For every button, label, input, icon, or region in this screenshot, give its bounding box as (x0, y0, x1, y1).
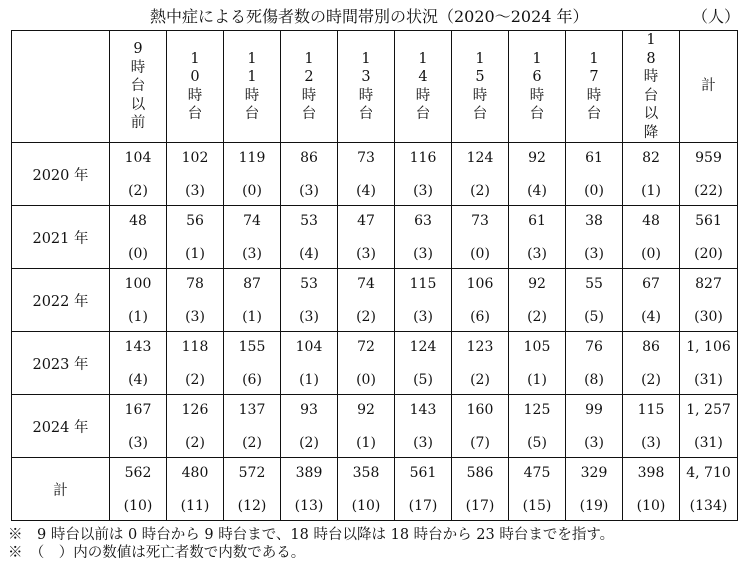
corner-cell (12, 31, 110, 143)
death-count: (11) (180, 497, 210, 514)
casualty-count: 99 (585, 401, 603, 418)
data-cell (224, 206, 281, 269)
data-cell (167, 458, 224, 521)
column-header: 18時台以降 (623, 31, 680, 143)
death-count: (31) (694, 434, 723, 451)
row-label: 2024 年 (12, 395, 110, 458)
casualty-count: 125 (523, 401, 551, 418)
data-cell (338, 395, 395, 458)
death-count: (3) (413, 245, 433, 262)
row-label: 2022 年 (12, 269, 110, 332)
casualty-count: 61 (585, 149, 603, 166)
casualty-count: 4, 710 (686, 464, 731, 481)
data-cell (566, 143, 623, 206)
casualty-count: 586 (466, 464, 494, 481)
casualty-count: 160 (466, 401, 494, 418)
data-cell (509, 332, 566, 395)
column-header-total: 計 (680, 31, 738, 143)
death-count: (1) (527, 371, 547, 388)
data-cell (680, 269, 738, 332)
data-cell (281, 206, 338, 269)
death-count: (8) (584, 371, 604, 388)
data-cell (395, 395, 452, 458)
row-label: 2020 年 (12, 143, 110, 206)
data-cell (452, 269, 509, 332)
data-cell (680, 395, 738, 458)
column-header: 14時台 (395, 31, 452, 143)
casualty-count: 561 (409, 464, 437, 481)
death-count: (4) (356, 182, 376, 199)
death-count: (3) (413, 182, 433, 199)
data-cell (224, 458, 281, 521)
death-count: (30) (694, 308, 723, 325)
casualty-count: 137 (238, 401, 266, 418)
data-cell (680, 206, 738, 269)
column-header: 9時台以前 (110, 31, 167, 143)
data-cell (395, 206, 452, 269)
table-row (12, 143, 738, 206)
death-count: (31) (694, 371, 723, 388)
death-count: (2) (527, 308, 547, 325)
death-count: (0) (470, 245, 490, 262)
death-count: (3) (128, 434, 148, 451)
casualty-count: 116 (409, 149, 437, 166)
death-count: (15) (522, 497, 552, 514)
casualty-count: 104 (124, 149, 152, 166)
data-cell (110, 395, 167, 458)
casualty-count: 93 (300, 401, 318, 418)
data-cell (167, 206, 224, 269)
casualty-count: 827 (695, 275, 722, 292)
data-cell (566, 269, 623, 332)
row-label: 2023 年 (12, 332, 110, 395)
casualty-count: 124 (466, 149, 494, 166)
death-count: (0) (356, 371, 376, 388)
casualty-count: 480 (181, 464, 209, 481)
death-count: (3) (413, 434, 433, 451)
data-cell (680, 143, 738, 206)
casualty-count: 48 (129, 212, 147, 229)
data-cell (623, 206, 680, 269)
data-cell (452, 395, 509, 458)
death-count: (1) (641, 182, 661, 199)
column-header: 10時台 (167, 31, 224, 143)
footnotes (8, 526, 614, 562)
data-cell (110, 458, 167, 521)
casualty-count: 106 (466, 275, 494, 292)
casualty-count: 78 (186, 275, 204, 292)
casualty-count: 126 (181, 401, 209, 418)
death-count: (2) (641, 371, 661, 388)
casualty-count: 76 (585, 338, 603, 355)
table-row (12, 332, 738, 395)
data-cell (224, 332, 281, 395)
data-cell (623, 458, 680, 521)
data-cell (452, 143, 509, 206)
data-cell (509, 206, 566, 269)
data-cell (281, 143, 338, 206)
casualty-count: 167 (124, 401, 152, 418)
header-row (12, 31, 738, 143)
casualty-count: 56 (186, 212, 204, 229)
death-count: (134) (689, 497, 728, 514)
data-cell (110, 206, 167, 269)
casualty-count: 92 (528, 275, 546, 292)
death-count: (5) (413, 371, 433, 388)
casualty-count: 92 (357, 401, 375, 418)
casualty-count: 329 (580, 464, 608, 481)
unit-label: （人） (692, 7, 741, 26)
casualty-count: 123 (466, 338, 494, 355)
death-count: (1) (356, 434, 376, 451)
casualty-count: 475 (523, 464, 551, 481)
data-cell (509, 395, 566, 458)
casualty-count: 155 (238, 338, 266, 355)
casualty-count: 561 (695, 212, 722, 229)
footnote: ※ （ ）内の数値は死亡者数で内数である。 (8, 545, 306, 561)
death-count: (6) (470, 308, 490, 325)
row-label: 計 (12, 458, 110, 521)
death-count: (3) (242, 245, 262, 262)
data-cell (623, 269, 680, 332)
data-cell (281, 395, 338, 458)
data-cell (338, 269, 395, 332)
data-cell (395, 143, 452, 206)
death-count: (2) (242, 434, 262, 451)
data-cell (110, 332, 167, 395)
death-count: (2) (185, 434, 205, 451)
death-count: (5) (584, 308, 604, 325)
casualty-count: 959 (695, 149, 722, 166)
data-cell (167, 143, 224, 206)
data-cell (395, 458, 452, 521)
death-count: (4) (527, 182, 547, 199)
data-cell (566, 458, 623, 521)
table-row (12, 206, 738, 269)
casualty-count: 562 (124, 464, 152, 481)
death-count: (6) (242, 371, 262, 388)
death-count: (13) (294, 497, 324, 514)
heatstroke-table (11, 30, 738, 521)
data-cell (338, 332, 395, 395)
death-count: (19) (579, 497, 609, 514)
casualty-count: 53 (300, 275, 318, 292)
death-count: (3) (185, 308, 205, 325)
casualty-count: 73 (471, 212, 489, 229)
death-count: (0) (128, 245, 148, 262)
casualty-count: 74 (357, 275, 375, 292)
casualty-count: 389 (295, 464, 323, 481)
death-count: (3) (413, 308, 433, 325)
casualty-count: 47 (357, 212, 375, 229)
casualty-count: 48 (642, 212, 660, 229)
data-cell (623, 143, 680, 206)
data-cell (224, 269, 281, 332)
casualty-count: 92 (528, 149, 546, 166)
casualty-count: 1, 257 (686, 401, 731, 418)
data-cell (281, 458, 338, 521)
casualty-count: 74 (243, 212, 261, 229)
data-cell (452, 206, 509, 269)
data-cell (509, 143, 566, 206)
casualty-count: 87 (243, 275, 261, 292)
casualty-count: 104 (295, 338, 323, 355)
death-count: (5) (527, 434, 547, 451)
data-cell (338, 143, 395, 206)
casualty-count: 119 (238, 149, 266, 166)
footnote: ※ 9 時台以前は 0 時台から 9 時台まで、18 時台以降は 18 時台から 23 時台までを指す。 (8, 527, 615, 543)
death-count: (3) (527, 245, 547, 262)
death-count: (20) (694, 245, 723, 262)
casualty-count: 102 (181, 149, 209, 166)
death-count: (10) (351, 497, 381, 514)
death-count: (10) (636, 497, 666, 514)
data-cell (281, 269, 338, 332)
casualty-count: 143 (409, 401, 437, 418)
casualty-count: 115 (409, 275, 437, 292)
death-count: (2) (128, 182, 148, 199)
casualty-count: 358 (352, 464, 380, 481)
casualty-count: 82 (642, 149, 660, 166)
death-count: (1) (128, 308, 148, 325)
row-label: 2021 年 (12, 206, 110, 269)
death-count: (4) (299, 245, 319, 262)
casualty-count: 53 (300, 212, 318, 229)
casualty-count: 100 (124, 275, 152, 292)
casualty-count: 572 (238, 464, 266, 481)
death-count: (2) (185, 371, 205, 388)
casualty-count: 55 (585, 275, 603, 292)
table-title: 熱中症による死傷者数の時間帯別の状況（2020～2024 年） (150, 7, 589, 26)
data-cell (623, 395, 680, 458)
column-header: 15時台 (452, 31, 509, 143)
death-count: (12) (237, 497, 267, 514)
table-row (12, 269, 738, 332)
column-header: 16時台 (509, 31, 566, 143)
death-count: (22) (694, 182, 723, 199)
casualty-count: 105 (523, 338, 551, 355)
data-cell (566, 332, 623, 395)
death-count: (3) (584, 245, 604, 262)
data-cell (395, 332, 452, 395)
column-header: 17時台 (566, 31, 623, 143)
casualty-count: 63 (414, 212, 432, 229)
death-count: (4) (128, 371, 148, 388)
table-row (12, 395, 738, 458)
death-count: (3) (584, 434, 604, 451)
data-cell (167, 332, 224, 395)
data-cell (680, 458, 738, 521)
data-cell (680, 332, 738, 395)
column-header: 11時台 (224, 31, 281, 143)
death-count: (17) (465, 497, 495, 514)
casualty-count: 72 (357, 338, 375, 355)
data-cell (110, 269, 167, 332)
data-cell (623, 332, 680, 395)
data-cell (452, 332, 509, 395)
death-count: (1) (185, 245, 205, 262)
column-header: 13時台 (338, 31, 395, 143)
casualty-count: 86 (642, 338, 660, 355)
death-count: (3) (299, 182, 319, 199)
death-count: (2) (470, 182, 490, 199)
data-cell (338, 206, 395, 269)
data-cell (509, 458, 566, 521)
death-count: (7) (470, 434, 490, 451)
death-count: (2) (299, 434, 319, 451)
table-row (12, 458, 738, 521)
death-count: (1) (299, 371, 319, 388)
data-cell (224, 143, 281, 206)
casualty-count: 67 (642, 275, 660, 292)
death-count: (3) (356, 245, 376, 262)
data-cell (566, 395, 623, 458)
data-cell (224, 395, 281, 458)
data-cell (395, 269, 452, 332)
death-count: (3) (185, 182, 205, 199)
death-count: (3) (641, 434, 661, 451)
casualty-count: 398 (637, 464, 665, 481)
death-count: (2) (356, 308, 376, 325)
death-count: (3) (299, 308, 319, 325)
casualty-count: 143 (124, 338, 152, 355)
data-cell (167, 269, 224, 332)
death-count: (0) (242, 182, 262, 199)
casualty-count: 38 (585, 212, 603, 229)
data-cell (281, 332, 338, 395)
casualty-count: 118 (181, 338, 209, 355)
data-cell (566, 206, 623, 269)
death-count: (17) (408, 497, 438, 514)
casualty-count: 115 (637, 401, 665, 418)
death-count: (0) (641, 245, 661, 262)
data-cell (167, 395, 224, 458)
death-count: (0) (584, 182, 604, 199)
data-cell (452, 458, 509, 521)
casualty-count: 1, 106 (686, 338, 731, 355)
death-count: (2) (470, 371, 490, 388)
death-count: (4) (641, 308, 661, 325)
table-body (12, 143, 738, 521)
casualty-count: 73 (357, 149, 375, 166)
casualty-count: 61 (528, 212, 546, 229)
casualty-count: 86 (300, 149, 318, 166)
death-count: (10) (123, 497, 153, 514)
casualty-count: 124 (409, 338, 437, 355)
column-header: 12時台 (281, 31, 338, 143)
data-cell (509, 269, 566, 332)
data-cell (110, 143, 167, 206)
death-count: (1) (242, 308, 262, 325)
data-cell (338, 458, 395, 521)
